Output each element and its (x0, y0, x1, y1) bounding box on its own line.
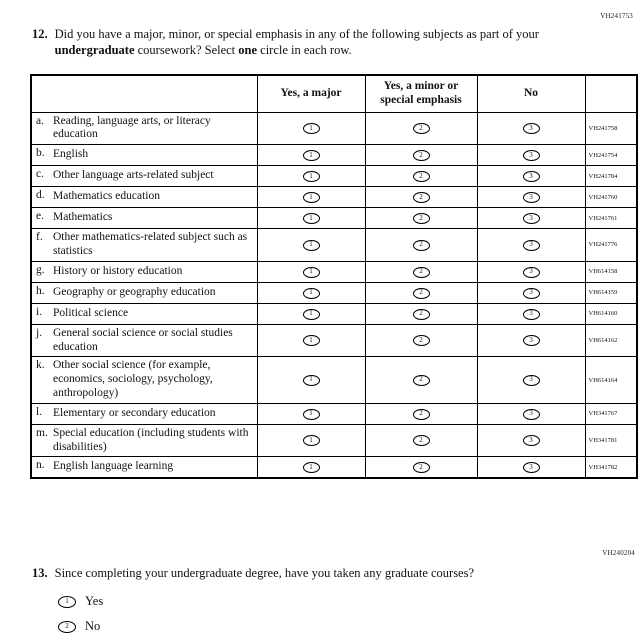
row-letter: c. (36, 168, 44, 181)
option-no[interactable] (58, 619, 103, 634)
response-cell-col1 (257, 357, 365, 403)
row-code: VH241784 (585, 166, 637, 187)
table-row (31, 112, 637, 145)
option-yes[interactable] (58, 594, 103, 609)
response-cell-col3 (477, 229, 585, 262)
response-circle-icon[interactable] (413, 309, 430, 320)
table-row (31, 357, 637, 403)
header-code-blank (585, 75, 637, 112)
circle-digit: 3 (529, 375, 533, 384)
response-circle-icon[interactable] (523, 150, 540, 161)
q12-text-part: Did you have a major, minor, or special emphasis in any of the following subjects as part of your (54, 27, 539, 41)
circle-digit: 2 (419, 436, 423, 445)
row-label-text: General social science or social studies education (53, 326, 233, 353)
row-code: VH241761 (585, 208, 637, 229)
response-cell-col2 (365, 303, 477, 324)
response-cell-col2 (365, 357, 477, 403)
subject-label (31, 112, 257, 145)
subject-label (31, 166, 257, 187)
response-circle-icon[interactable] (523, 288, 540, 299)
row-label-text: Special education (including students with disabilities) (53, 426, 249, 453)
subject-label (31, 145, 257, 166)
row-label-text: Elementary or secondary education (53, 406, 216, 419)
circle-digit: 3 (529, 171, 533, 180)
table-row (31, 324, 637, 357)
row-code: VH614159 (585, 282, 637, 303)
row-letter: g. (36, 263, 45, 276)
response-cell-col2 (365, 457, 477, 479)
response-cell-col1 (257, 403, 365, 424)
q12-text-part: circle in each row. (257, 43, 352, 58)
subject-label (31, 403, 257, 424)
response-circle-icon[interactable] (413, 171, 430, 182)
circle-digit: 1 (65, 596, 69, 605)
response-cell-col2 (365, 229, 477, 262)
circle-digit: 2 (419, 171, 423, 180)
response-circle-icon[interactable] (523, 462, 540, 473)
response-cell-col3 (477, 324, 585, 357)
question-12-text (55, 26, 598, 59)
circle-digit: 2 (419, 336, 423, 345)
response-circle-icon[interactable] (413, 375, 430, 386)
response-cell-col1 (257, 282, 365, 303)
table-row (31, 166, 637, 187)
response-cell-col1 (257, 187, 365, 208)
question-13-options (58, 594, 103, 644)
response-circle-icon[interactable] (413, 267, 430, 278)
table-row (31, 145, 637, 166)
row-code: VH241758 (585, 112, 637, 145)
response-cell-col1 (257, 424, 365, 457)
response-cell-col3 (477, 208, 585, 229)
response-circle-icon[interactable] (523, 309, 540, 320)
q12-text-bold: one (238, 43, 258, 58)
response-cell-col3 (477, 112, 585, 145)
row-letter: b. (36, 147, 45, 160)
response-cell-col1 (257, 145, 365, 166)
circle-digit: 3 (529, 213, 533, 222)
header-yes-major: Yes, a major (257, 75, 365, 112)
response-circle-icon[interactable] (523, 375, 540, 386)
circle-digit: 2 (419, 240, 423, 249)
table-row (31, 282, 637, 303)
row-code: VH241760 (585, 187, 637, 208)
circle-digit: 3 (529, 150, 533, 159)
option-no-label: No (85, 619, 101, 633)
row-code: VH614158 (585, 261, 637, 282)
row-label-text: English language learning (53, 460, 174, 473)
circle-digit: 3 (529, 267, 533, 276)
row-label-text: Mathematics (53, 211, 113, 224)
row-letter: e. (36, 210, 44, 223)
response-circle-icon[interactable] (303, 150, 320, 161)
circle-digit: 1 (309, 240, 313, 249)
response-circle-icon[interactable] (523, 409, 540, 420)
circle-digit: 3 (529, 240, 533, 249)
response-cell-col1 (257, 208, 365, 229)
response-circle-icon[interactable] (303, 462, 320, 473)
question-13 (32, 565, 622, 581)
response-circle-icon[interactable] (413, 435, 430, 446)
response-cell-col3 (477, 457, 585, 479)
circle-digit: 2 (419, 309, 423, 318)
response-cell-col3 (477, 187, 585, 208)
response-circle-icon[interactable] (523, 240, 540, 251)
circle-digit: 1 (309, 462, 313, 471)
table-header-row (31, 75, 637, 112)
circle-digit: 1 (309, 267, 313, 276)
row-letter: a. (36, 114, 44, 127)
row-letter: k. (36, 359, 45, 372)
row-code: VH241776 (585, 229, 637, 262)
response-cell-col3 (477, 303, 585, 324)
response-circle-icon[interactable] (523, 435, 540, 446)
response-cell-col1 (257, 261, 365, 282)
circle-digit: 2 (419, 123, 423, 132)
circle-digit: 3 (529, 462, 533, 471)
response-cell-col1 (257, 229, 365, 262)
response-circle-icon[interactable] (303, 123, 320, 134)
row-code: VH341782 (585, 457, 637, 479)
form-code-bottom: VH240204 (602, 549, 635, 557)
response-circle-icon[interactable] (413, 192, 430, 203)
response-circle-icon[interactable] (303, 267, 320, 278)
row-code: VH614162 (585, 324, 637, 357)
circle-digit: 3 (529, 309, 533, 318)
response-cell-col1 (257, 324, 365, 357)
row-code: VH614160 (585, 303, 637, 324)
response-circle-icon[interactable] (303, 213, 320, 224)
circle-digit: 3 (529, 288, 533, 297)
circle-digit: 1 (309, 409, 313, 418)
circle-digit: 2 (419, 462, 423, 471)
response-cell-col3 (477, 282, 585, 303)
table-row (31, 403, 637, 424)
response-circle-icon[interactable] (303, 240, 320, 251)
table-row (31, 229, 637, 262)
circle-digit: 1 (309, 336, 313, 345)
response-circle-icon[interactable] (523, 213, 540, 224)
subject-label (31, 424, 257, 457)
option-yes-label: Yes (85, 594, 104, 608)
response-cell-col1 (257, 303, 365, 324)
response-cell-col2 (365, 324, 477, 357)
row-label-text: Political science (53, 306, 129, 319)
response-circle-yes-icon[interactable] (58, 596, 76, 608)
response-circle-icon[interactable] (523, 335, 540, 346)
circle-digit: 2 (419, 192, 423, 201)
row-letter: l. (36, 405, 43, 418)
response-circle-icon[interactable] (303, 192, 320, 203)
response-circle-icon[interactable] (413, 335, 430, 346)
circle-digit: 2 (419, 288, 423, 297)
row-letter: d. (36, 189, 45, 202)
row-label-text: Mathematics education (53, 190, 160, 203)
response-cell-col2 (365, 424, 477, 457)
circle-digit: 1 (309, 309, 313, 318)
circle-digit: 1 (309, 192, 313, 201)
circle-digit: 1 (309, 150, 313, 159)
table-row (31, 303, 637, 324)
circle-digit: 3 (529, 192, 533, 201)
subject-label (31, 457, 257, 479)
response-cell-col3 (477, 424, 585, 457)
row-code: VH341781 (585, 424, 637, 457)
row-letter: f. (36, 231, 43, 244)
header-no: No (477, 75, 585, 112)
subject-label (31, 187, 257, 208)
response-cell-col3 (477, 403, 585, 424)
response-cell-col2 (365, 145, 477, 166)
form-code-top: VH241753 (600, 12, 633, 20)
circle-digit: 3 (529, 436, 533, 445)
response-circle-icon[interactable] (303, 409, 320, 420)
response-cell-col2 (365, 112, 477, 145)
q12-text-bold: undergraduate (54, 43, 135, 58)
row-code: VH241754 (585, 145, 637, 166)
response-cell-col1 (257, 112, 365, 145)
row-label-text: Other social science (for example, economics, sociology, psychology, anthropology) (53, 359, 213, 399)
header-yes-minor-line1: Yes, a minor or (383, 80, 459, 92)
header-yes-minor-line2: special emphasis (380, 93, 462, 106)
response-cell-col2 (365, 166, 477, 187)
circle-digit: 1 (309, 375, 313, 384)
circle-digit: 1 (309, 213, 313, 222)
row-label-text: English (53, 148, 89, 161)
response-circle-icon[interactable] (303, 288, 320, 299)
response-circle-icon[interactable] (303, 171, 320, 182)
response-circle-icon[interactable] (413, 123, 430, 134)
header-yes-minor (365, 75, 477, 112)
circle-digit: 2 (419, 409, 423, 418)
response-circle-icon[interactable] (303, 375, 320, 386)
response-circle-icon[interactable] (413, 288, 430, 299)
subjects-table (30, 74, 638, 479)
response-circle-icon[interactable] (523, 192, 540, 203)
row-label-text: Reading, language arts, or literacy education (53, 114, 211, 141)
row-code: VH614164 (585, 357, 637, 403)
question-13-number: 13. (32, 566, 48, 580)
response-cell-col3 (477, 357, 585, 403)
circle-digit: 3 (529, 409, 533, 418)
subject-label (31, 282, 257, 303)
table-row (31, 424, 637, 457)
response-circle-no-icon[interactable] (58, 621, 76, 633)
question-12-number: 12. (32, 27, 48, 41)
response-circle-icon[interactable] (303, 435, 320, 446)
response-cell-col2 (365, 187, 477, 208)
response-cell-col3 (477, 261, 585, 282)
row-letter: m. (36, 426, 48, 439)
table-row (31, 187, 637, 208)
circle-digit: 1 (309, 123, 313, 132)
circle-digit: 1 (309, 436, 313, 445)
table-row (31, 457, 637, 479)
response-cell-col2 (365, 208, 477, 229)
response-circle-icon[interactable] (413, 240, 430, 251)
subject-label (31, 357, 257, 403)
row-letter: n. (36, 459, 45, 472)
circle-digit: 2 (419, 267, 423, 276)
response-cell-col3 (477, 145, 585, 166)
response-cell-col1 (257, 166, 365, 187)
response-cell-col1 (257, 457, 365, 479)
question-12 (32, 26, 598, 59)
row-code: VH341767 (585, 403, 637, 424)
circle-digit: 1 (309, 288, 313, 297)
response-cell-col3 (477, 166, 585, 187)
response-circle-icon[interactable] (413, 409, 430, 420)
response-circle-icon[interactable] (523, 267, 540, 278)
circle-digit: 2 (419, 375, 423, 384)
row-letter: h. (36, 284, 45, 297)
row-letter: i. (36, 305, 43, 318)
response-circle-icon[interactable] (413, 462, 430, 473)
circle-digit: 2 (65, 621, 69, 630)
circle-digit: 3 (529, 336, 533, 345)
response-cell-col2 (365, 261, 477, 282)
row-label-text: Other mathematics-related subject such as statistics (53, 231, 248, 257)
row-label-text: History or history education (53, 264, 183, 277)
response-cell-col2 (365, 282, 477, 303)
subject-label (31, 261, 257, 282)
row-letter: j. (36, 326, 43, 339)
row-label-text: Other language arts-related subject (53, 169, 214, 182)
response-circle-icon[interactable] (523, 123, 540, 134)
circle-digit: 2 (419, 213, 423, 222)
table-row (31, 208, 637, 229)
response-circle-icon[interactable] (523, 171, 540, 182)
table-row (31, 261, 637, 282)
row-label-text: Geography or geography education (53, 285, 216, 298)
circle-digit: 2 (419, 150, 423, 159)
response-circle-icon[interactable] (303, 335, 320, 346)
subject-label (31, 303, 257, 324)
question-13-text: Since completing your undergraduate degree, have you taken any graduate courses? (54, 566, 475, 580)
circle-digit: 1 (309, 171, 313, 180)
response-cell-col2 (365, 403, 477, 424)
q12-text-part: coursework? Select (134, 43, 239, 58)
subject-label (31, 208, 257, 229)
response-circle-icon[interactable] (303, 309, 320, 320)
response-circle-icon[interactable] (413, 213, 430, 224)
header-subject-blank (31, 75, 257, 112)
subject-label (31, 229, 257, 262)
response-circle-icon[interactable] (413, 150, 430, 161)
subject-label (31, 324, 257, 357)
circle-digit: 3 (529, 123, 533, 132)
